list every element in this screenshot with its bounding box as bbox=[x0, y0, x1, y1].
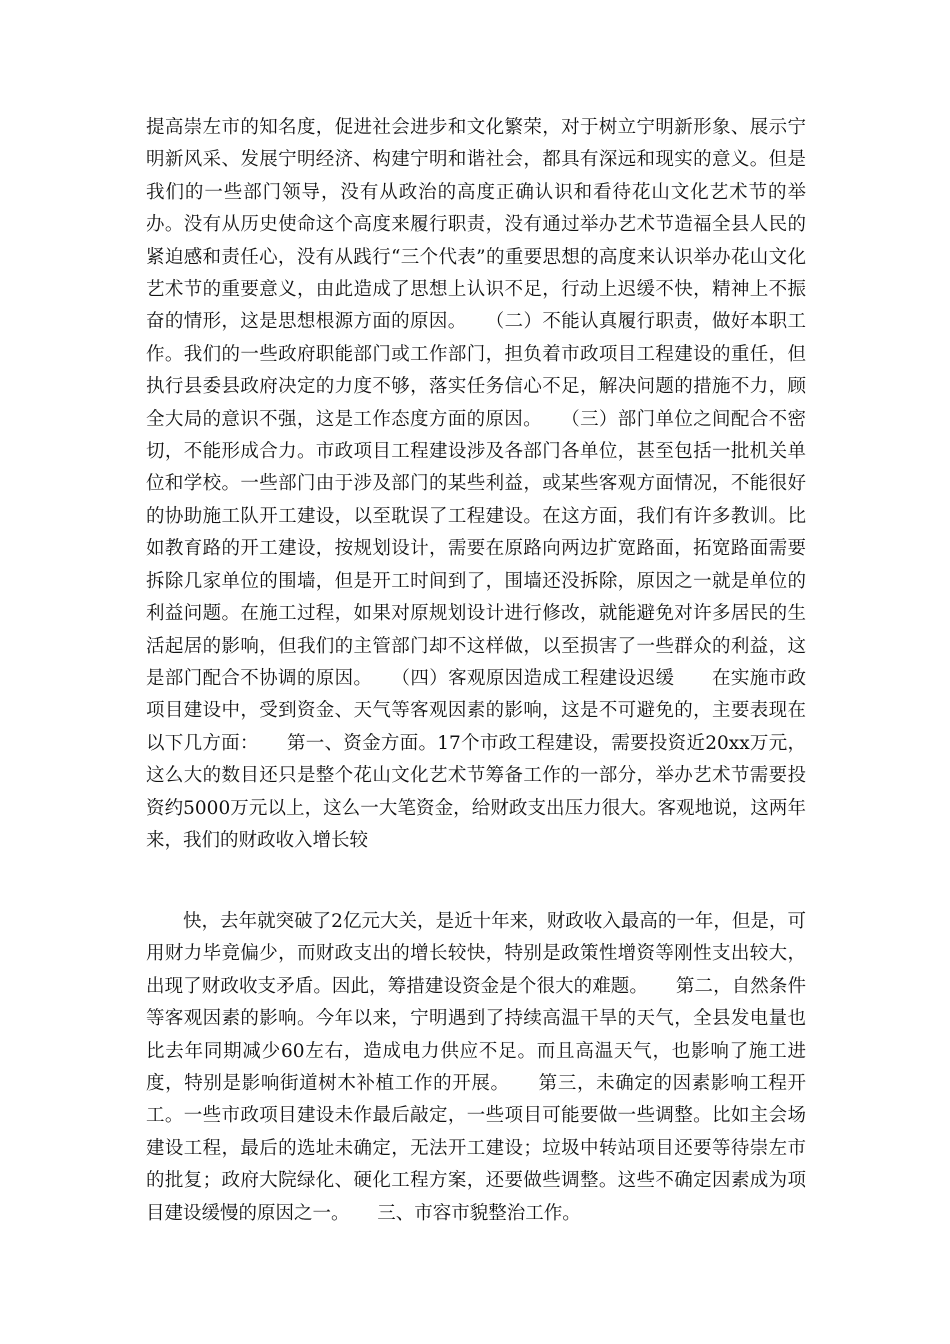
body-paragraph: 快，去年就突破了2亿元大关，是近十年来，财政收入最高的一年，但是，可用财力毕竟偏少，而财政支出的增长较快，特别是政策性增资等刚性支出较大，出现了财政收支矛盾。因此，筹措建设资金是个很大的难题。 第二，自然条件等客观因素的影响。今年以来，宁明遇到了持续高温干旱的天气，全县发电量也比去年同期减少60左右，造成电力供应不足。而且高温天气，也影响了施工进度，特别是影响街道树木补植工作的开展。 第三，未确定的因素影响工程开工。一些市政项目建设未作最后敲定，一些项目可能要做一些调整。比如主会场建设工程，最后的选址未确定，无法开工建设；垃圾中转站项目还要等待崇左市的批复；政府大院绿化、硬化工程方案，还要做些调整。这些不确定因素成为项目建设缓慢的原因之一。 三、市容市貌整治工作。 bbox=[146, 911, 806, 1224]
body-paragraph: 提高崇左市的知名度，促进社会进步和文化繁荣，对于树立宁明新形象、展示宁明新风采、发展宁明经济、构建宁明和谐社会，都具有深远和现实的意义。但是我们的一些部门领导，没有从政治的高度正确认识和看待花山文化艺术节的举办。没有从历史使命这个高度来履行职责，没有通过举办艺术节造福全县人民的紧迫感和责任心，没有从践行“三个代表”的重要思想的高度来认识举办花山文化艺术节的重要意义，由此造成了思想上认识不足，行动上迟缓不快，精神上不振奋的情形，这是思想根源方面的原因。 （二）不能认真履行职责，做好本职工作。我们的一些政府职能部门或工作部门，担负着市政项目工程建设的重任，但执行县委县政府决定的力度不够，落实任务信心不足，解决问题的措施不力，顾全大局的意识不强，这是工作态度方面的原因。 （三）部门单位之间配合不密切，不能形成合力。市政项目工程建设涉及各部门各单位，甚至包括一批机关单位和学校。一些部门由于涉及部门的某些利益，或某些客观方面情况，不能很好的协助施工队开工建设，以至耽误了工程建设。在这方面，我们有许多教训。比如教育路的开工建设，按规划设计，需要在原路向两边扩宽路面，拓宽路面需要拆除几家单位的围墙，但是开工时间到了，围墙还没拆除，原因之一就是单位的利益问题。在施工过程，如果对原规划设计进行修改，就能避免对许多居民的生活起居的影响，但我们的主管部门却不这样做，以至损害了一些群众的利益，这是部门配合不协调的原因。 （四）客观原因造成工程建设迟缓 在实施市政项目建设中，受到资金、天气等客观因素的影响，这是不可避免的，主要表现在以下几方面： 第一、资金方面。17个市政工程建设，需要投资近20xx万元，这么大的数目还只是整个花山文化艺术节筹备工作的一部分，举办艺术节需要投资约5000万元以上，这么一大笔资金，给财政支出压力很大。客观地说，这两年来，我们的财政收入增长较 bbox=[146, 117, 806, 851]
